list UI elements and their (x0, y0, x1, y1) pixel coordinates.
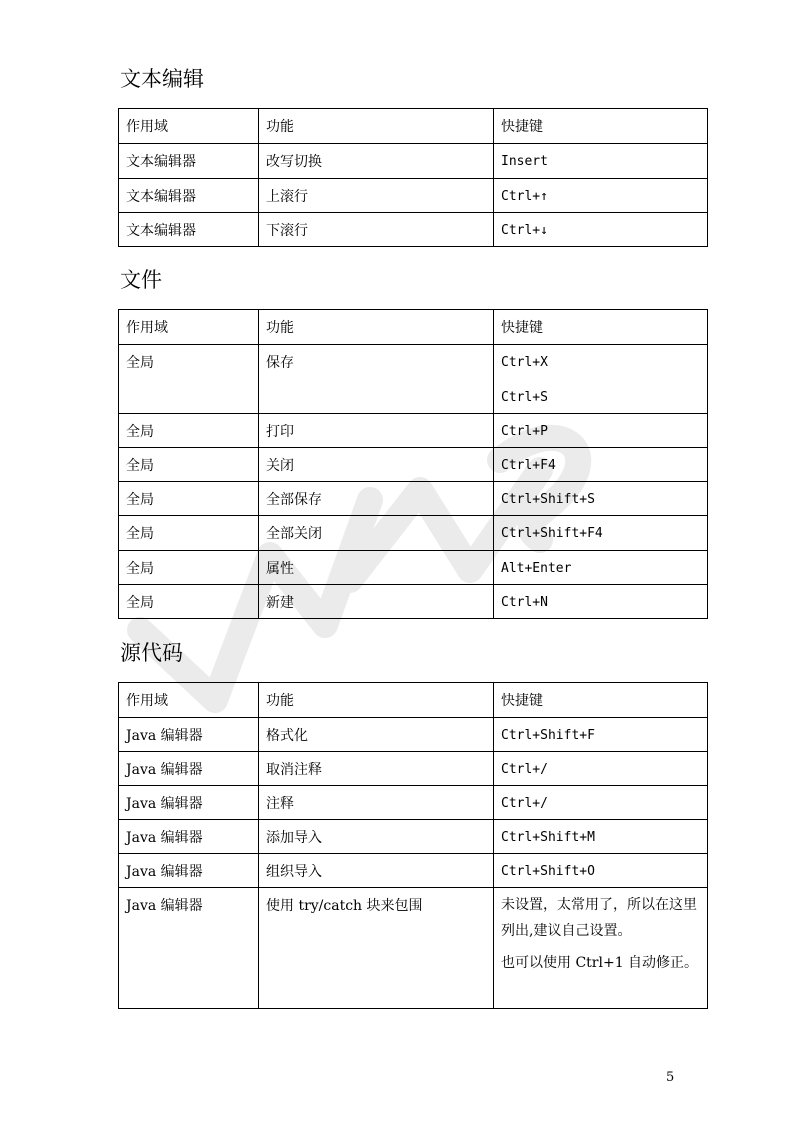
section-title-text-editing: 文本编辑 (120, 67, 204, 91)
cell-shortcut: Insert (494, 144, 708, 179)
shortcut-table-file (118, 309, 708, 619)
header-scope: 作用域 (119, 683, 259, 718)
cell-function: 关闭 (259, 448, 494, 482)
cell-function: 注释 (259, 786, 494, 820)
shortcut-table-source-code (118, 682, 708, 1009)
cell-shortcut: Ctrl+N (494, 585, 708, 619)
cell-function: 新建 (259, 585, 494, 619)
cell-scope: 全局 (119, 414, 259, 448)
shortcut-table-text-editing (118, 108, 708, 247)
header-shortcut: 快捷键 (494, 683, 708, 718)
header-function: 功能 (259, 310, 494, 345)
cell-scope: Java 编辑器 (119, 718, 259, 752)
table-row (119, 752, 708, 786)
table-row (119, 345, 708, 414)
cell-function: 组织导入 (259, 854, 494, 888)
cell-scope: Java 编辑器 (119, 854, 259, 888)
table-row (119, 448, 708, 482)
header-function: 功能 (259, 683, 494, 718)
cell-shortcut: Ctrl+↑ (494, 179, 708, 213)
table-row (119, 718, 708, 752)
cell-shortcut: Alt+Enter (494, 551, 708, 585)
cell-shortcut: Ctrl+Shift+M (494, 820, 708, 854)
cell-shortcut: Ctrl+X Ctrl+S (494, 345, 708, 414)
cell-scope: 全局 (119, 551, 259, 585)
table-row (119, 516, 708, 551)
header-scope: 作用域 (119, 310, 259, 345)
cell-scope: 全局 (119, 448, 259, 482)
table-row (119, 144, 708, 179)
cell-function: 打印 (259, 414, 494, 448)
table-header-row (119, 683, 708, 718)
table-row (119, 179, 708, 213)
cell-function: 保存 (259, 345, 494, 414)
table-row (119, 854, 708, 888)
table-row (119, 585, 708, 619)
cell-function: 全部关闭 (259, 516, 494, 551)
cell-scope: 全局 (119, 585, 259, 619)
cell-function: 使用 try/catch 块来包围 (259, 888, 494, 1009)
cell-scope: Java 编辑器 (119, 820, 259, 854)
cell-shortcut: Ctrl+Shift+F (494, 718, 708, 752)
cell-function: 下滚行 (259, 213, 494, 247)
cell-scope: Java 编辑器 (119, 888, 259, 1009)
cell-function: 属性 (259, 551, 494, 585)
cell-scope: 全局 (119, 482, 259, 516)
section-title-source-code: 源代码 (120, 641, 183, 665)
cell-function: 取消注释 (259, 752, 494, 786)
cell-function: 添加导入 (259, 820, 494, 854)
cell-function: 全部保存 (259, 482, 494, 516)
table-row (119, 820, 708, 854)
table-row (119, 551, 708, 585)
table-header-row (119, 310, 708, 345)
cell-shortcut: Ctrl+/ (494, 752, 708, 786)
cell-shortcut: Ctrl+F4 (494, 448, 708, 482)
cell-function: 上滚行 (259, 179, 494, 213)
cell-scope: Java 编辑器 (119, 786, 259, 820)
cell-shortcut: Ctrl+Shift+O (494, 854, 708, 888)
cell-scope: 全局 (119, 516, 259, 551)
header-shortcut: 快捷键 (494, 310, 708, 345)
header-scope: 作用域 (119, 109, 259, 144)
cell-scope: 文本编辑器 (119, 179, 259, 213)
cell-scope: 文本编辑器 (119, 144, 259, 179)
table-row (119, 414, 708, 448)
cell-shortcut: Ctrl+Shift+F4 (494, 516, 708, 551)
header-shortcut: 快捷键 (494, 109, 708, 144)
table-row (119, 482, 708, 516)
cell-shortcut: Ctrl+Shift+S (494, 482, 708, 516)
cell-shortcut-note: 未设置，太常用了，所以在这里列出,建议自己设置。 也可以使用 Ctrl+1 自动修正。 (494, 888, 708, 1009)
header-function: 功能 (259, 109, 494, 144)
cell-function: 格式化 (259, 718, 494, 752)
table-row (119, 786, 708, 820)
cell-shortcut: Ctrl+/ (494, 786, 708, 820)
section-title-file: 文件 (120, 268, 162, 292)
cell-shortcut: Ctrl+↓ (494, 213, 708, 247)
table-row (119, 213, 708, 247)
table-row (119, 888, 708, 1009)
cell-scope: 全局 (119, 345, 259, 414)
cell-scope: 文本编辑器 (119, 213, 259, 247)
cell-function: 改写切换 (259, 144, 494, 179)
page-number: 5 (666, 1070, 675, 1085)
cell-shortcut: Ctrl+P (494, 414, 708, 448)
table-header-row (119, 109, 708, 144)
cell-scope: Java 编辑器 (119, 752, 259, 786)
